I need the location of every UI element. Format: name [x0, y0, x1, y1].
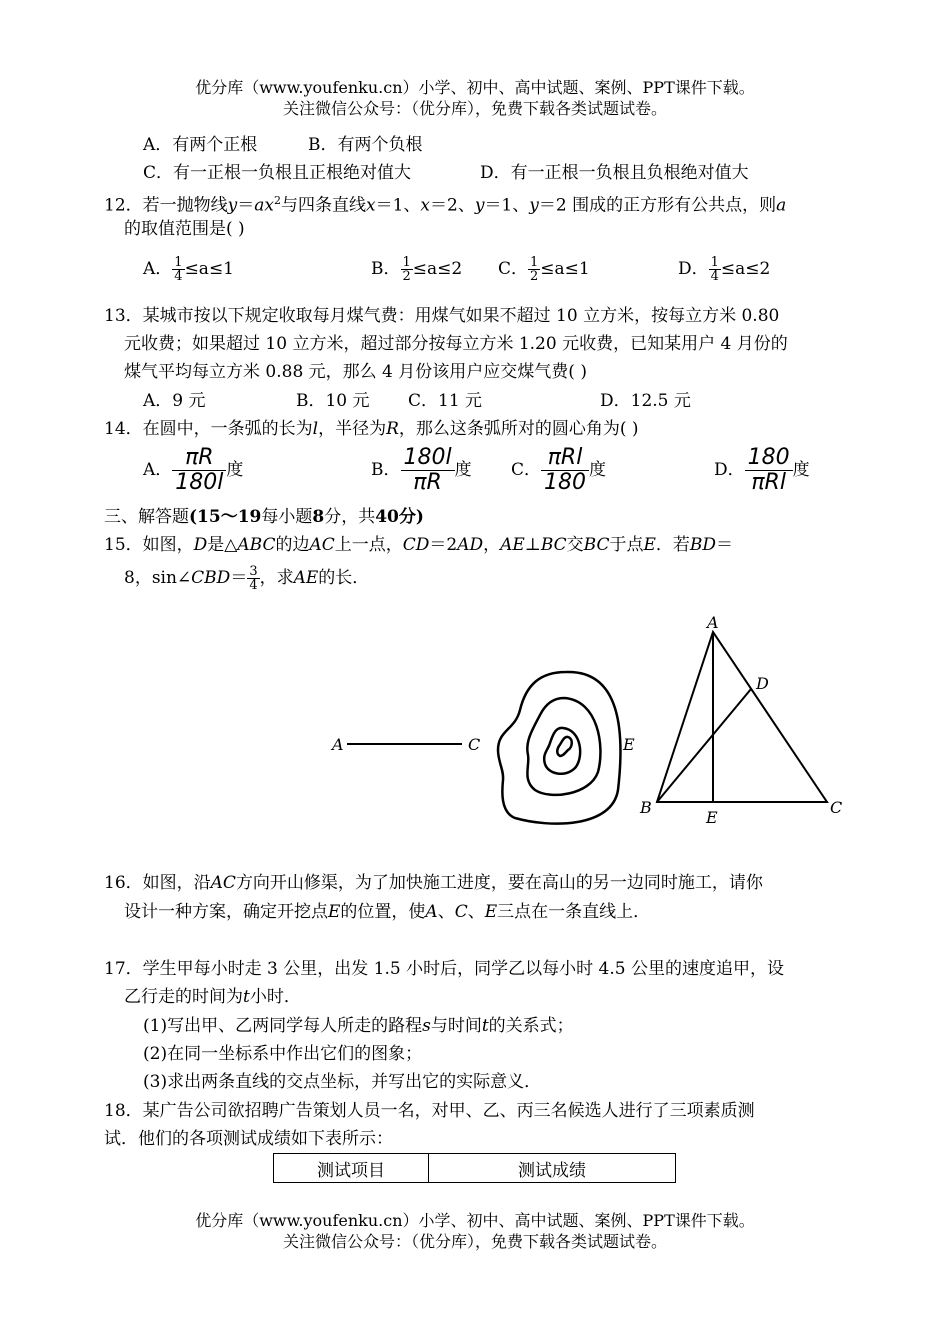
q14-option-b: B． $\frac{180l}{\pi R}$ 度 — [371, 445, 472, 495]
contour-summit — [557, 737, 572, 756]
q17-sub-2: (2)在同一坐标系中作出它们的图象； — [143, 1044, 423, 1064]
q14-line-1: 14．在圆中，一条弧的长为l，半径为R，那么这条弧所对的圆心角为( ) — [104, 419, 639, 439]
q16-line-2: 设计一种方案，确定开挖点E的位置，使A、C、E三点在一条直线上． — [124, 902, 651, 922]
header-line-1: 优分库（www.youfenku.cn）小学、初中、高中试题、案例、PPT课件下载。 — [195, 78, 755, 97]
table-header-cell: 测试项目 — [274, 1154, 429, 1183]
q13-line-2: 元收费；如果超过 10 立方米，超过部分按每立方米 1.20 元收费，已知某用户 4 月份的 — [124, 334, 788, 354]
q12-line-1: 12．若一抛物线$y=ax^2$与四条直线x＝1、x＝2、y＝1、y＝2 围成的正方形有公共点，则a — [104, 194, 787, 216]
q13-option-c: C．11 元 — [408, 391, 483, 411]
section-3-heading: 三、解答题(15～19每小题8分，共40分) — [104, 507, 424, 527]
table-header-row — [274, 1154, 676, 1183]
footer-line-1: 优分库（www.youfenku.cn）小学、初中、高中试题、案例、PPT课件下载。 — [195, 1211, 755, 1230]
q13-option-a: A．9 元 — [143, 391, 206, 411]
q11-option-b: B．有两个负根 — [308, 135, 423, 155]
q17-line-1: 17．学生甲每小时走 3 公里，出发 1.5 小时后，同学乙以每小时 4.5 公里的速度追甲，设 — [104, 959, 784, 979]
segment-bd — [657, 689, 751, 802]
q17-line-2: 乙行走的时间为t小时． — [124, 987, 301, 1007]
q13-option-b: B．10 元 — [296, 391, 370, 411]
label-d: D — [756, 674, 769, 693]
triangle-figure — [630, 610, 860, 835]
q18-line-1: 18．某广告公司欲招聘广告策划人员一名，对甲、乙、丙三名候选人进行了三项素质测 — [104, 1101, 755, 1121]
footer-line-2: 关注微信公众号：（优分库），免费下载各类试题试卷。 — [282, 1232, 667, 1251]
q16-line-1: 16．如图，沿AC方向开山修渠，为了加快施工进度，要在高山的另一边同时施工，请你 — [104, 873, 763, 893]
q13-line-1: 13．某城市按以下规定收取每月煤气费：用煤气如果不超过 10 立方米，按每立方米 0.80 — [104, 306, 780, 326]
contour-middle — [527, 698, 600, 795]
q14-option-d: D． $\frac{180}{\text{πRl}}$ 度 — [714, 445, 810, 495]
q12-option-a: A． $\frac{1}{4}$ ≤a≤1 — [143, 255, 235, 284]
label-a: A — [707, 613, 719, 632]
label-b: B — [640, 798, 652, 817]
label-c: C — [830, 798, 843, 817]
q17-sub-1: (1)写出甲、乙两同学每人所走的路程s与时间t的关系式； — [143, 1016, 574, 1036]
table-header-cell: 测试成绩 — [429, 1154, 676, 1183]
q11-option-c: C．有一正根一负根且正根绝对值大 — [143, 163, 412, 183]
header-line-2: 关注微信公众号：（优分库），免费下载各类试题试卷。 — [282, 99, 667, 118]
mountain-figure — [320, 650, 650, 830]
q12-option-b: B． $\frac{1}{2}$ ≤a≤2 — [371, 255, 463, 284]
q11-option-d: D．有一正根一负根且负根绝对值大 — [480, 163, 749, 183]
q12-option-d: D． $\frac{1}{4}$ ≤a≤2 — [678, 255, 771, 284]
contour-inner — [544, 728, 580, 774]
q11-option-a: A．有两个正根 — [143, 135, 258, 155]
label-c: C — [468, 735, 481, 754]
q12-line-2: 的取值范围是( ) — [124, 219, 245, 239]
label-e: E — [623, 735, 635, 754]
q14-option-a: A． $\frac{\pi R}{180l}$ 度 — [143, 445, 244, 495]
q18-line-2: 试．他们的各项测试成绩如下表所示： — [104, 1129, 393, 1149]
scores-table — [273, 1153, 676, 1183]
q14-option-c: C． $\frac{\text{πRl}}{180}$ 度 — [511, 445, 607, 495]
label-a: A — [332, 735, 344, 754]
q12-option-c: C． $\frac{1}{2}$ ≤a≤1 — [498, 255, 590, 284]
q13-option-d: D．12.5 元 — [600, 391, 691, 411]
q13-line-3: 煤气平均每立方米 0.88 元，那么 4 月份该用户应交煤气费( ) — [124, 362, 587, 382]
label-e: E — [706, 808, 718, 827]
triangle-abc — [657, 632, 827, 802]
q15-line-2: 8，sin∠CBD＝ $\frac{3}{4}$ ，求AE的长． — [124, 564, 370, 593]
q17-sub-3: (3)求出两条直线的交点坐标，并写出它的实际意义． — [143, 1072, 542, 1092]
q15-line-1: 15．如图，D是△ABC的边AC上一点，CD＝2AD，AE⊥BC交BC于点E．若BD＝ — [104, 535, 734, 555]
